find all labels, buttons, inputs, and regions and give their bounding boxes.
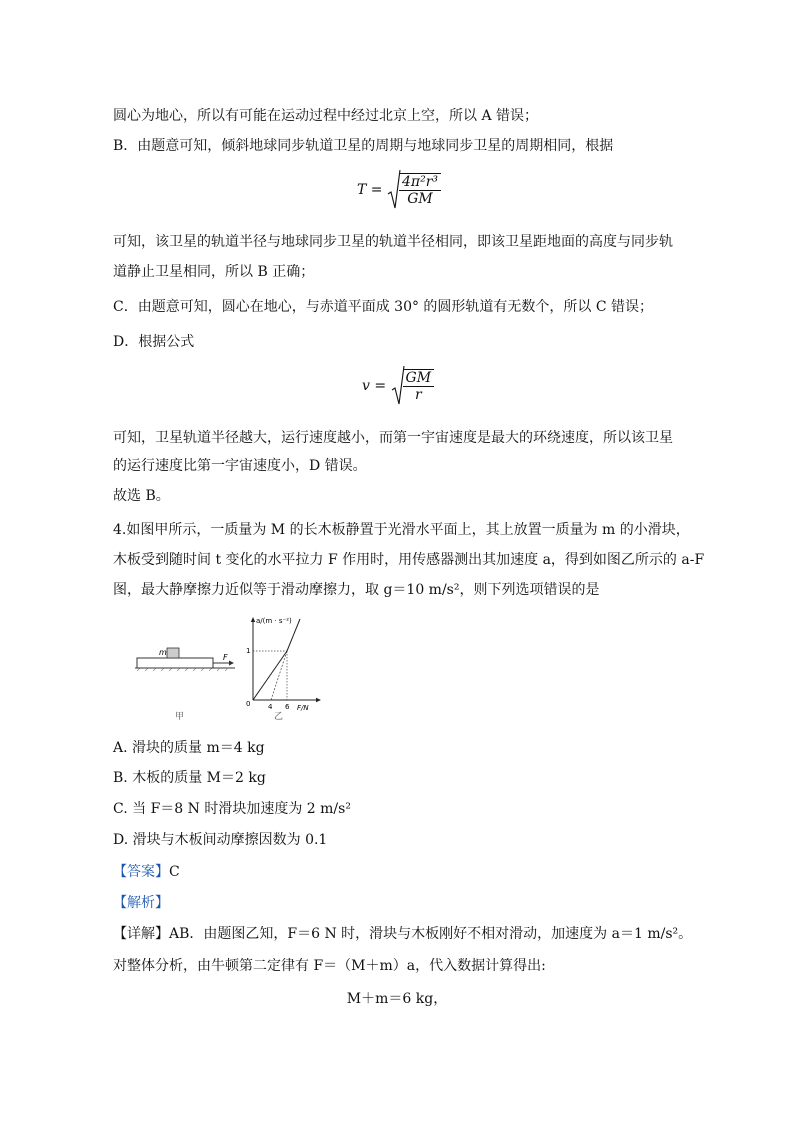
- extension-line: [271, 651, 287, 700]
- paragraph-text: 故选 B。: [113, 488, 170, 504]
- paragraph-text: 可知，卫星轨道半径越大，运行速度越小，而第一宇宙速度是最大的环绕速度，所以该卫星: [113, 430, 673, 446]
- answer-line: [113, 862, 180, 882]
- figure-jia-label: 甲: [175, 712, 185, 722]
- formula-lhs: v =: [362, 378, 387, 394]
- answer-label: 【答案】: [113, 864, 169, 880]
- analysis-line: [113, 893, 169, 913]
- formula-denominator: GM: [407, 191, 433, 207]
- option-c: C. 当 F＝8 N 时滑块加速度为 2 m/s²: [113, 801, 351, 817]
- answer-value: C: [169, 864, 180, 880]
- paragraph-text: 圆心为地心，所以有可能在运动过程中经过北京上空，所以 A 错误；: [113, 108, 539, 124]
- figure-yi: [246, 617, 321, 722]
- x-tick-label: 4: [268, 703, 273, 711]
- block-rect: [167, 648, 179, 658]
- formula-lhs: T =: [357, 182, 383, 198]
- paragraph-text: B．由题意可知，倾斜地球同步轨道卫星的周期与地球同步卫星的周期相同，根据: [113, 138, 614, 154]
- x-tick-label: 6: [285, 703, 290, 711]
- force-arrowhead: [229, 661, 234, 666]
- paragraph-text: 可知，该卫星的轨道半径与地球同步卫星的轨道半径相同，即该卫星距地面的高度与同步轨: [113, 234, 673, 250]
- y-axis-label: a/(m · s⁻²): [256, 617, 292, 625]
- question-figure: [113, 615, 333, 725]
- period-formula: [357, 168, 441, 212]
- origin-label: 0: [246, 700, 251, 708]
- x-axis-label: F/N: [297, 704, 309, 712]
- paragraph-text: 的运行速度比第一宇宙速度小，D 错误。: [113, 458, 367, 474]
- board-rect: [137, 658, 213, 668]
- question-text: 4.如图甲所示，一质量为 M 的长木板静置于光滑水平面上，其上放置一质量为 m 的小滑块，: [113, 522, 690, 538]
- detail-text: 【详解】AB．由题图乙知，F＝6 N 时，滑块与木板刚好不相对滑动，加速度为 a＝1 m/s²。: [113, 926, 693, 942]
- analysis-label: 【解析】: [113, 895, 169, 911]
- y-tick-label: 1: [246, 647, 251, 655]
- graph-segment-1: [253, 651, 287, 700]
- paragraph-text: C．由题意可知，圆心在地心，与赤道平面成 30° 的圆形轨道有无数个，所以 C 错误；: [113, 299, 654, 315]
- figure-yi-label: 乙: [274, 712, 284, 722]
- x-axis-arrow: [316, 698, 321, 702]
- force-label: F: [223, 653, 228, 662]
- question-text: 图，最大静摩擦力近似等于滑动摩擦力，取 g＝10 m/s²，则下列选项错误的是: [113, 582, 600, 598]
- option-d: D. 滑块与木板间动摩擦因数为 0.1: [113, 832, 328, 848]
- block-label: m: [159, 648, 167, 657]
- formula-numerator: 4π²r³: [399, 174, 441, 191]
- option-a: A. 滑块的质量 m＝4 kg: [113, 740, 265, 756]
- paragraph-text: D．根据公式: [113, 334, 195, 350]
- y-axis-arrow: [251, 617, 255, 622]
- formula-denominator: r: [414, 387, 422, 403]
- velocity-formula: [362, 364, 434, 408]
- option-b: B. 木板的质量 M＝2 kg: [113, 770, 266, 786]
- detail-text: 对整体分析，由牛顿第二定律有 F＝（M＋m）a，代入数据计算得出:: [113, 958, 546, 974]
- figure-jia: [135, 648, 235, 722]
- paragraph-text: 道静止卫星相同，所以 B 正确；: [113, 264, 315, 280]
- question-text: 木板受到随时间 t 变化的水平拉力 F 作用时，用传感器测出其加速度 a，得到如图乙所示的 a-F: [113, 552, 705, 568]
- formula-numerator: GM: [403, 370, 435, 387]
- detail-equation: M＋m＝6 kg，: [346, 991, 448, 1007]
